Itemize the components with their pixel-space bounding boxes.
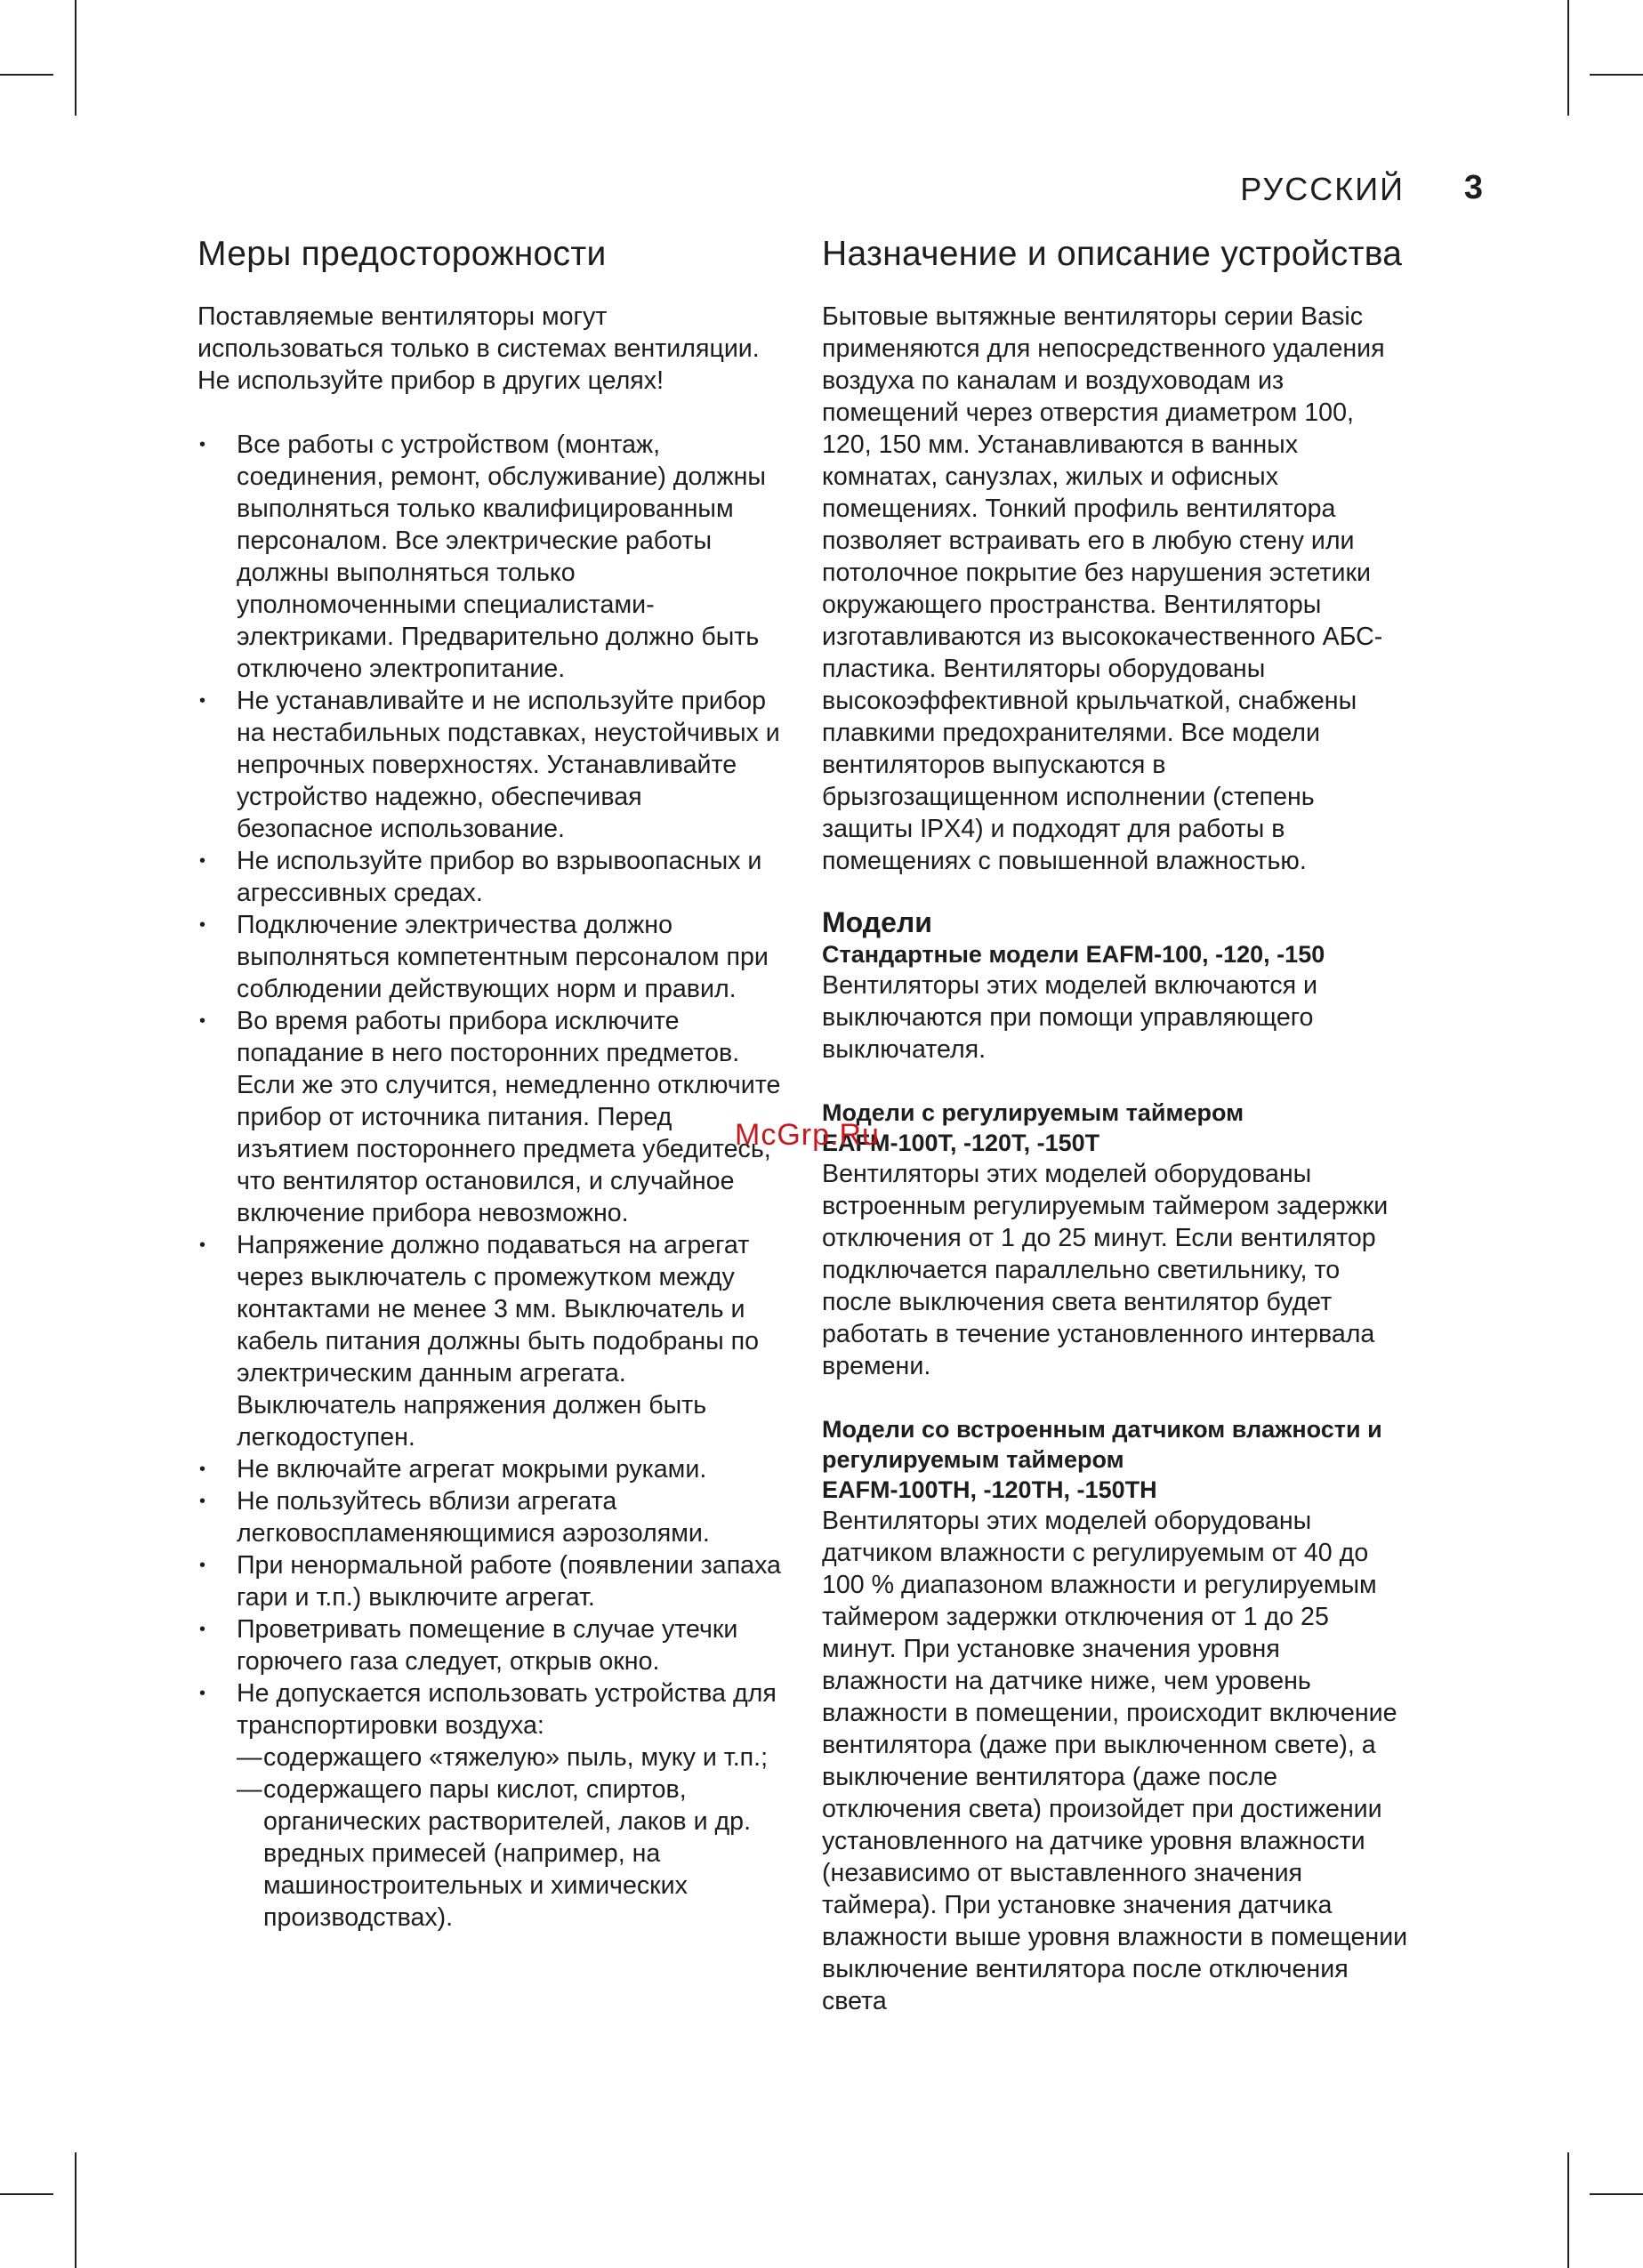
- model-standard-text: Вентиляторы этих моделей включаются и выключаются при помощи управляющего выключателя.: [822, 971, 1318, 1064]
- watermark: McGrp.Ru: [735, 1118, 880, 1152]
- precautions-title: Меры предосторожности: [197, 235, 607, 273]
- precautions-list: [197, 429, 785, 1934]
- model-humidity-title: Модели со встроенным датчиком влажности и регулируемым таймером: [822, 1416, 1382, 1473]
- model-timer-text: Вентиляторы этих моделей оборудованы встроенным регулируемым таймером задержки отключения от 1 до 25 минут. Если вентилятор подключается параллельно светильнику, то после выключения света вентилятор будет работать в течение установленного интервала времени.: [822, 1160, 1389, 1380]
- page-number: 3: [1463, 169, 1483, 206]
- crop-mark: [1590, 2193, 1643, 2195]
- list-item-text: Не допускается использовать устройства для транспортировки воздуха:: [237, 1679, 777, 1740]
- dash-list: [237, 1741, 785, 1934]
- model-timer-codes: EAFM-100T, -120T, -150T: [822, 1130, 1100, 1156]
- list-item: • Не используйте прибор во взрывоопасных и агрессивных средах.: [197, 845, 785, 909]
- model-standard-title: Стандартные модели EAFM-100, -120, -150: [822, 941, 1325, 968]
- list-item: • Во время работы прибора исключите попадание в него посторонних предметов. Если же это случится, немедленно отключите прибор от источника питания. Перед изъятием постороннего предмета убедитесь, что вентилятор остановился, и случайное включение прибора невозможно.: [197, 1005, 785, 1229]
- list-item: • Напряжение должно подаваться на агрегат через выключатель с промежутком между контактами не менее 3 мм. Выключатель и кабель питания должны быть подобраны по электрическим данным агрегата. Выключатель напряжения должен быть легкодоступен.: [197, 1229, 785, 1453]
- dash-mark: —: [237, 1743, 262, 1772]
- list-item-transport: [197, 1677, 785, 1934]
- language-label: РУССКИЙ: [1240, 171, 1405, 207]
- list-item: • Не включайте агрегат мокрыми руками.: [197, 1453, 785, 1485]
- list-item: • Все работы с устройством (монтаж, соединения, ремонт, обслуживание) должны выполняться только квалифицированным персоналом. Все электрические работы должны выполняться только уполномоченными специалистами-электриками. Предварительно должно быть отключено электропитание.: [197, 429, 785, 685]
- description-text: Бытовые вытяжные вентиляторы серии Basic применяются для непосредственного удаления воздуха по каналам и воздуховодам из помещений через отверстия диаметром 100, 120, 150 мм. Устанавливаются в ванных комнатах, санузлах, жилых и офисных помещениях. Тонкий профиль вентилятора позволяет встраивать его в любую стену или потолочное покрытие без нарушения эстетики окружающего пространства. Вентиляторы изготавливаются из высококачественного АБС-пластика. Вентиляторы оборудованы высокоэффективной крыльчаткой, снабжены плавкими предохранителями. Все модели вентиляторов выпускаются в брызгозащищенном исполнении (степень защиты IPX4) и подходят для работы в помещениях с повышенной влажностью.: [822, 302, 1385, 875]
- crop-mark: [0, 2193, 53, 2195]
- list-item: • Не пользуйтесь вблизи агрегата легковоспламеняющимися аэрозолями.: [197, 1485, 785, 1549]
- dash-item-text: содержащего пары кислот, спиртов, органических растворителей, лаков и др. вредных примесей (например, на машиностроительных и химических производствах).: [263, 1775, 752, 1932]
- dash-mark: —: [237, 1775, 262, 1804]
- precautions-intro: Поставляемые вентиляторы могут использоваться только в системах вентиляции. Не используйте прибор в других целях!: [197, 302, 760, 395]
- description-title: Назначение и описание устройства: [822, 235, 1403, 273]
- crop-mark: [1567, 0, 1569, 116]
- list-item: • При ненормальной работе (появлении запаха гари и т.п.) выключите агрегат.: [197, 1549, 785, 1613]
- crop-mark: [1567, 2152, 1569, 2268]
- left-column: [197, 233, 785, 1934]
- crop-mark: [75, 0, 77, 116]
- model-timer-title: Модели с регулируемым таймером: [822, 1099, 1244, 1126]
- right-column: [822, 233, 1409, 2017]
- list-item: • Подключение электричества должно выполняться компетентным персоналом при соблюдении действующих норм и правил.: [197, 909, 785, 1005]
- dash-item-text: содержащего «тяжелую» пыль, муку и т.п.;: [263, 1743, 769, 1772]
- model-humidity-codes: EAFM-100TH, -120TH, -150TH: [822, 1476, 1157, 1503]
- models-title: Модели: [822, 906, 932, 938]
- dash-item: [237, 1773, 785, 1934]
- list-item: • Не устанавливайте и не используйте прибор на нестабильных подставках, неустойчивых и непрочных поверхностях. Устанавливайте устройство надежно, обеспечивая безопасное использование.: [197, 685, 785, 845]
- dash-item: [237, 1741, 785, 1773]
- crop-mark: [0, 74, 53, 76]
- list-item: • Проветривать помещение в случае утечки горючего газа следует, открыв окно.: [197, 1613, 785, 1677]
- crop-mark: [75, 2152, 77, 2268]
- model-humidity-text: Вентиляторы этих моделей оборудованы датчиком влажности с регулируемым от 40 до 100 % диапазоном влажности и регулируемым таймером задержки отключения от 1 до 25 минут. При установке значения уровня влажности на датчике ниже, чем уровень влажности в помещении, происходит включение вентилятора (даже при выключенном свете), а выключение вентилятора (даже после отключения света) произойдет при достижении установленного на датчике уровня влажности (независимо от выставленного значения таймера). При установке значения датчика влажности выше уровня влажности в помещении выключение вентилятора после отключения света: [822, 1507, 1408, 2015]
- crop-mark: [1590, 74, 1643, 76]
